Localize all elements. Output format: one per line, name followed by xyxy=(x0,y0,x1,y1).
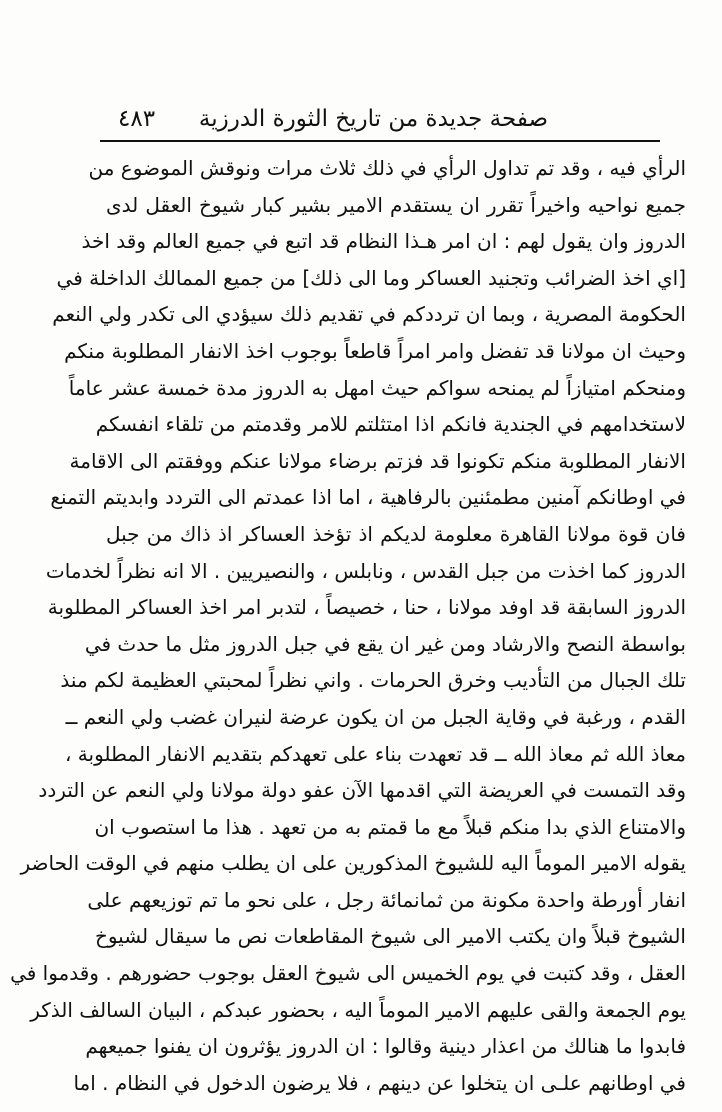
text-line: الدروز وان يقول لهم : ان امر هـذا النظام قد اتبع في جميع العالم وقد اخذ xyxy=(81,229,686,254)
text-line: في اوطانهم علـى ان يتخلوا عن دينهم ، فلا يرضون الدخول في النظام . اما xyxy=(73,1070,686,1095)
text-line: فابدوا ما هنالك من اعذار دينية وقالوا : ان الدروز يؤثرون ان يفنوا جميعهم xyxy=(85,1034,686,1059)
text-line: فان قوة مولانا القاهرة معلومة لديكم اذ تؤخذ العساكر اذ ذاك من جبل xyxy=(106,521,686,546)
text-line: يوم الجمعة والقى عليهم الامير الموماً اليه ، بحضور عبدكم ، البيان السالف الذكر xyxy=(30,997,686,1022)
text-line: جميع نواحيه واخيراً تقرر ان يستقدم الامير بشير كبار شيوخ العقل لدى xyxy=(106,192,686,217)
text-line: بواسطة النصح والارشاد ومن غير ان يقع في جبل الدروز مثل ما حدث في xyxy=(84,631,686,656)
header-rule xyxy=(100,140,660,142)
page-number: ٤٨٣ xyxy=(118,106,156,132)
text-line: يقوله الامير الموماً اليه للشيوخ المذكورين على ان يطلب منهم في الوقت الحاضر xyxy=(20,851,686,876)
text-line: الانفار المطلوبة منكم تكونوا قد فزتم برضاء مولانا عنكم ووفقتم الى الاقامة xyxy=(69,448,686,473)
text-line: الدروز السابقة قد اوفد مولانا ، حنا ، خصيصاً ، لتدبر امر اخذ العساكر المطلوبة xyxy=(47,595,686,620)
text-line: انفار أورطة واحدة مكونة من ثمانمائة رجل ، على نحو ما تم توزيعهم على xyxy=(87,887,686,912)
text-line: العقل ، وقد كتبت في يوم الخميس الى شيوخ العقل بوجوب حضورهم . وقدموا في xyxy=(10,961,686,986)
running-title: صفحة جديدة من تاريخ الثورة الدرزية xyxy=(198,106,548,132)
text-line: ومنحكم امتيازاً لم يمنحه سواكم حيث امهل به الدروز مدة خمسة عشر عاماً xyxy=(68,375,686,400)
text-line: وقد التمست في العريضة التي اقدمها الآن عفو دولة مولانا ولي النعم عن التردد xyxy=(38,778,686,803)
text-line: والامتناع الذي بدا منكم قبلاً مع ما قمتم به من تعهد . هذا ما استصوب ان xyxy=(94,814,686,839)
text-line: الشيوخ قبلاً وان يكتب الامير الى شيوخ المقاطعات نص ما سيقال لشيوخ xyxy=(94,924,686,949)
body-text xyxy=(10,150,686,1095)
text-line: الحكومة المصرية ، وبما ان ترددكم في تقديم ذلك سيؤدي الى تكدر ولي النعم xyxy=(52,302,686,327)
text-line: القدم ، ورغبة في وقاية الجبل من ان يكون عرضة لنيران غضب ولي النعم ــ xyxy=(65,704,686,729)
text-line: الرأي فيه ، وقد تم تداول الرأي في ذلك ثلاث مرات ونوقش الموضوع من xyxy=(88,156,686,180)
text-line: الدروز كما اخذت من جبل القدس ، ونابلس ، والنصيريين . الا انه نظراً لخدمات xyxy=(45,558,686,583)
running-header xyxy=(100,96,660,142)
text-line: لاستخدامهم في الجندية فانكم اذا امتثلتم للامر وقدمتم من تلقاء انفسكم xyxy=(95,412,686,437)
text-line: [اي اخذ الضرائب وتجنيد العساكر وما الى ذلك] من جميع الممالك الداخلة في xyxy=(56,265,686,290)
text-line: في اوطانكم آمنين مطمئنين بالرفاهية ، اما اذا عمدتم الى التردد وابديتم التمنع xyxy=(50,485,686,510)
text-line: معاذ الله ثم معاذ الله ــ قد تعهدت بناء على تعهدكم بتقديم الانفار المطلوبة ، xyxy=(64,741,686,766)
text-line: تلك الجبال من التأديب وخرق الحرمات . واني نظراً لمحبتي العظيمة لكم منذ xyxy=(60,668,686,693)
text-line: وحيث ان مولانا قد تفضل وامر امراً قاطعاً بوجوب اخذ الانفار المطلوبة منكم xyxy=(64,338,686,363)
